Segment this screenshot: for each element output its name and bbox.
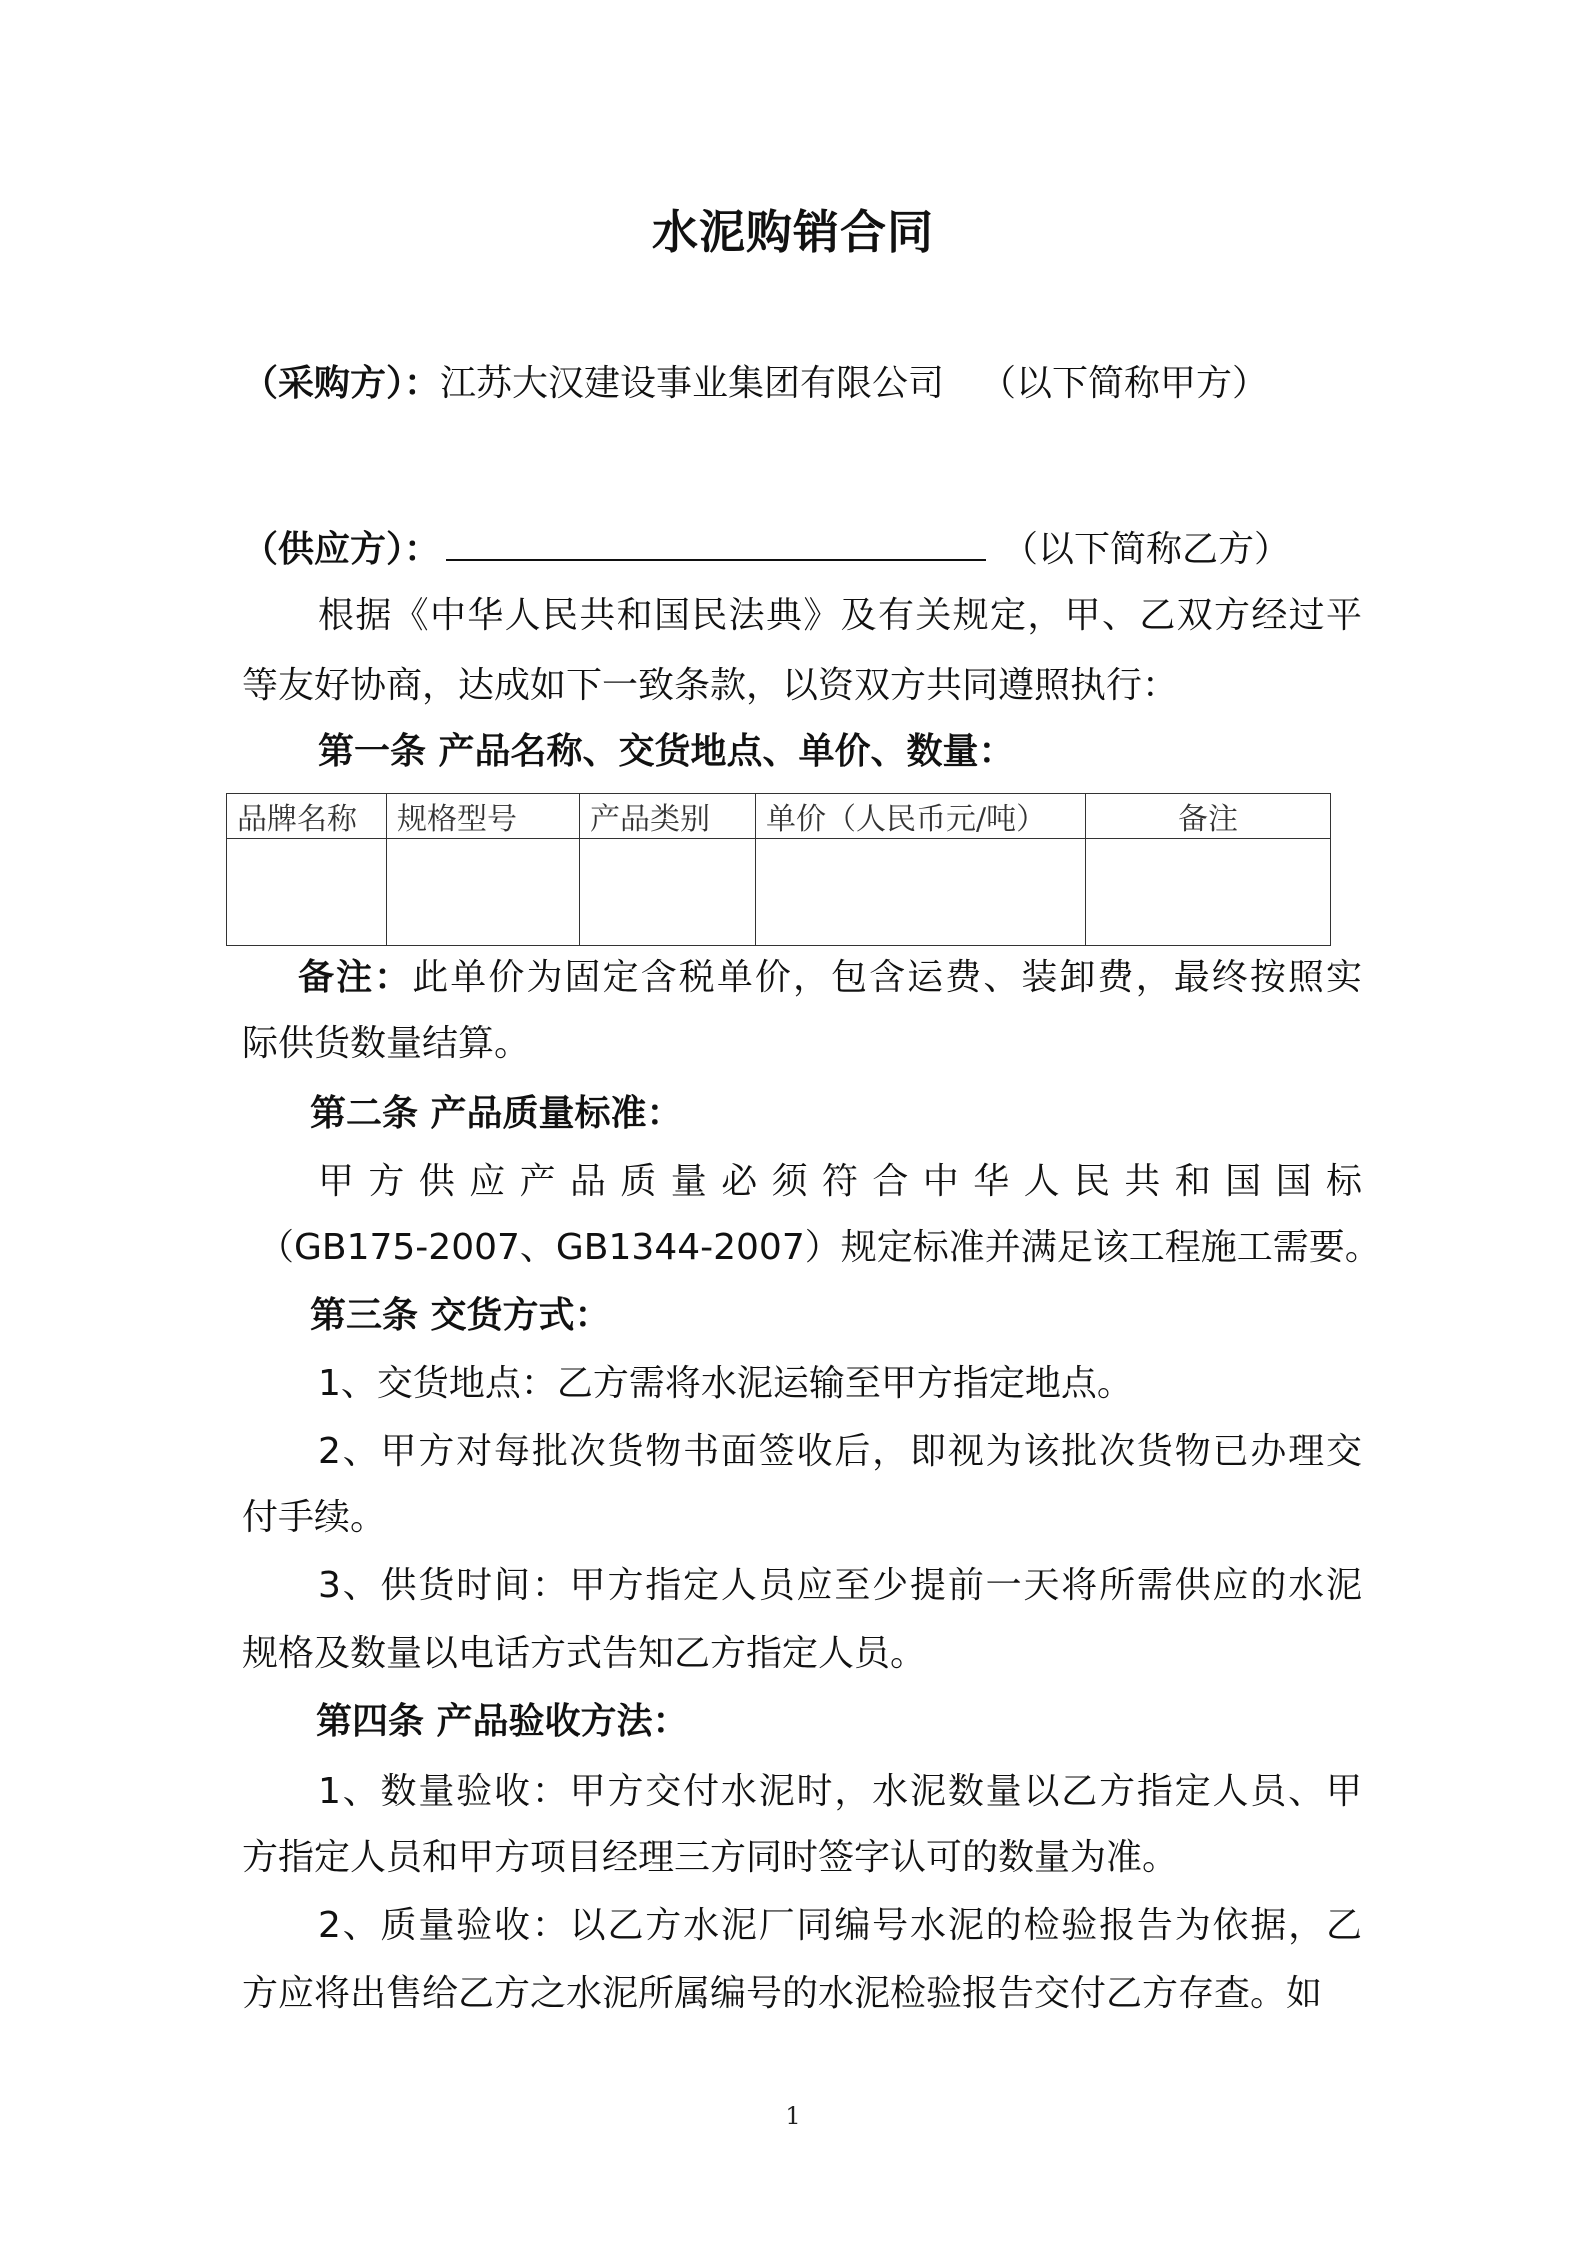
article3-item-3-line-2: 规格及数量以电话方式告知乙方指定人员。 bbox=[242, 1633, 927, 1674]
table-cell[interactable] bbox=[756, 839, 1086, 946]
table-header-row bbox=[227, 794, 1331, 839]
buyer-label: （采购方）： bbox=[242, 363, 441, 404]
table-cell[interactable] bbox=[387, 839, 580, 946]
table-cell[interactable] bbox=[580, 839, 756, 946]
article1-heading: 第一条 产品名称、交货地点、单价、数量： bbox=[318, 731, 1015, 772]
article1-remark-line-2: 际供货数量结算。 bbox=[242, 1023, 531, 1064]
intro-line-2: 等友好协商，达成如下一致条款，以资双方共同遵照执行： bbox=[242, 665, 1179, 706]
supplier-line bbox=[242, 528, 1362, 572]
table-cell[interactable] bbox=[1086, 839, 1331, 946]
article3-item-1: 1、交货地点：乙方需将水泥运输至甲方指定地点。 bbox=[318, 1363, 1133, 1404]
page-number: 1 bbox=[785, 2102, 801, 2130]
article3-heading: 第三条 交货方式： bbox=[310, 1295, 611, 1336]
article3-item-3-line-1: 3、供货时间：甲方指定人员应至少提前一天将所需供应的水泥 bbox=[318, 1565, 1362, 1606]
table-header-cell: 备注 bbox=[1086, 794, 1331, 839]
remark-text: 此单价为固定含税单价，包含运费、装卸费，最终按照实 bbox=[412, 957, 1362, 998]
table-row bbox=[227, 839, 1331, 946]
table-header-cell: 规格型号 bbox=[387, 794, 580, 839]
intro-line-1: 根据《中华人民共和国民法典》及有关规定，甲、乙双方经过平 bbox=[318, 595, 1362, 636]
table-header-cell: 单价（人民币元/吨） bbox=[756, 794, 1086, 839]
table-cell[interactable] bbox=[227, 839, 387, 946]
article4-item-1-line-1: 1、数量验收：甲方交付水泥时，水泥数量以乙方指定人员、甲 bbox=[318, 1771, 1362, 1812]
article4-item-1-line-2: 方指定人员和甲方项目经理三方同时签字认可的数量为准。 bbox=[242, 1837, 1179, 1878]
article2-heading: 第二条 产品质量标准： bbox=[310, 1093, 683, 1134]
article4-item-2-line-2: 方应将出售给乙方之水泥所属编号的水泥检验报告交付乙方存查。如 bbox=[242, 1973, 1323, 2014]
article2-line-1: 甲方供应产品质量必须符合中华人民共和国国标 bbox=[318, 1161, 1362, 1202]
document-title: 水泥购销合同 bbox=[652, 205, 934, 259]
supplier-label: （供应方）： bbox=[242, 529, 441, 570]
supplier-note: （以下简称乙方） bbox=[1002, 529, 1291, 570]
product-table bbox=[226, 793, 1331, 946]
article1-remark-line-1 bbox=[298, 956, 1362, 1000]
buyer-name: 江苏大汉建设事业集团有限公司 bbox=[440, 363, 945, 404]
article4-item-2-line-1: 2、质量验收：以乙方水泥厂同编号水泥的检验报告为依据，乙 bbox=[318, 1905, 1362, 1946]
supplier-name-blank[interactable] bbox=[446, 529, 986, 561]
article2-line-2: （GB175-2007、GB1344-2007）规定标准并满足该工程施工需要。 bbox=[258, 1227, 1381, 1268]
table-header-cell: 品牌名称 bbox=[227, 794, 387, 839]
remark-label: 备注： bbox=[298, 957, 413, 998]
table-header-cell: 产品类别 bbox=[580, 794, 756, 839]
buyer-note: （以下简称甲方） bbox=[980, 363, 1269, 404]
article4-heading: 第四条 产品验收方法： bbox=[316, 1701, 689, 1742]
buyer-line bbox=[242, 362, 1362, 406]
article3-item-2-line-2: 付手续。 bbox=[242, 1497, 387, 1538]
article3-item-2-line-1: 2、甲方对每批次货物书面签收后，即视为该批次货物已办理交 bbox=[318, 1431, 1362, 1472]
